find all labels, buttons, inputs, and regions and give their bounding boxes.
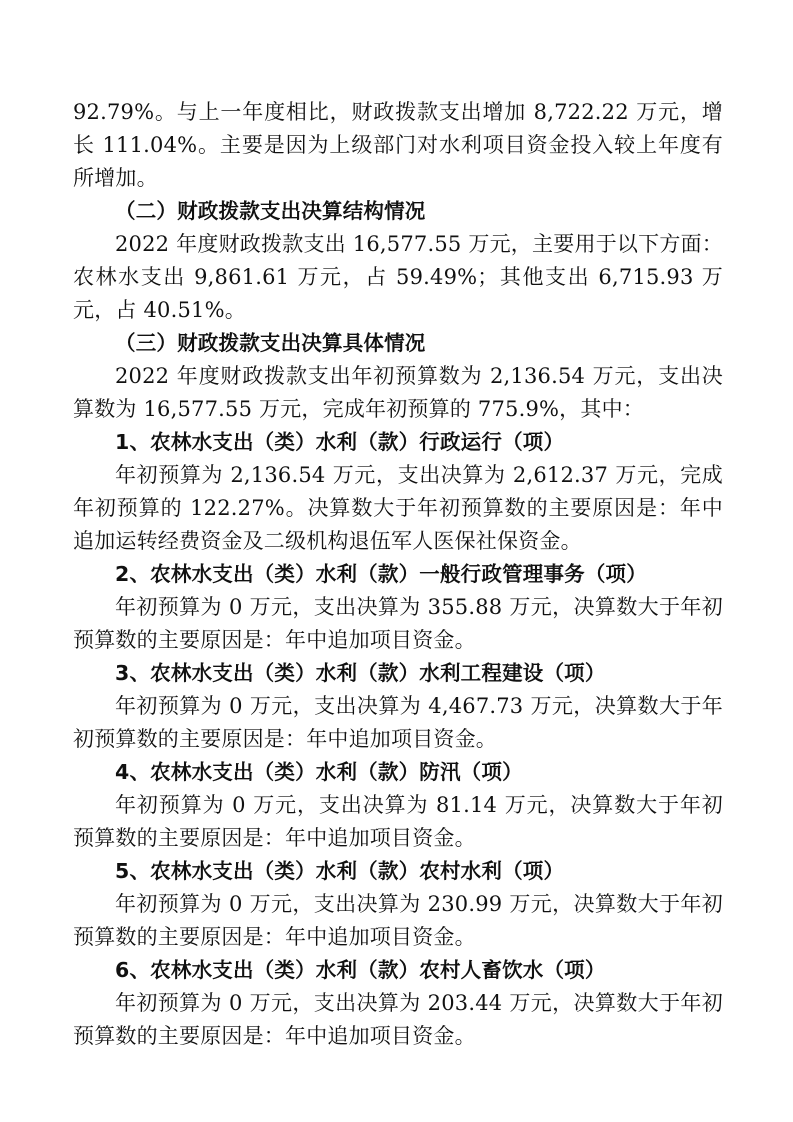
item-6-heading: 6、农林水支出（类）水利（款）农村人畜饮水（项）: [115, 958, 606, 982]
opening-paragraph: 92.79%。与上一年度相比，财政拨款支出增加 8,722.22 万元，增长 111.04%。主要是因为上级部门对水利项目资金投入较上年度有所增加。: [73, 100, 723, 190]
item-4-text: 年初预算为 0 万元，支出决算为 81.14 万元，决算数大于年初预算数的主要原因是：年中追加项目资金。: [73, 793, 723, 850]
item-2-text: 年初预算为 0 万元，支出决算为 355.88 万元，决算数大于年初预算数的主要原因是：年中追加项目资金。: [73, 595, 723, 652]
item-5-heading: 5、农林水支出（类）水利（款）农村水利（项）: [115, 859, 565, 883]
item-1-text: 年初预算为 2,136.54 万元，支出决算为 2,612.37 万元，完成年初预算的 122.27%。决算数大于年初预算数的主要原因是：年中追加运转经费资金及二级机构退伍军人医保社保资金。: [73, 463, 723, 553]
section-two-paragraph: 2022 年度财政拨款支出 16,577.55 万元，主要用于以下方面：农林水支出 9,861.61 万元，占 59.49%；其他支出 6,715.93 万元，占 40.51%。: [73, 232, 723, 322]
item-5-text: 年初预算为 0 万元，支出决算为 230.99 万元，决算数大于年初预算数的主要原因是：年中追加项目资金。: [73, 892, 723, 949]
item-3-heading: 3、农林水支出（类）水利（款）水利工程建设（项）: [115, 661, 606, 685]
section-two-heading: （二）财政拨款支出决算结构情况: [115, 199, 426, 223]
section-three-heading: （三）财政拨款支出决算具体情况: [115, 331, 426, 355]
section-three-paragraph: 2022 年度财政拨款支出年初预算数为 2,136.54 万元，支出决算数为 16,577.55 万元，完成年初预算的 775.9%，其中：: [73, 364, 723, 421]
document-body: [73, 96, 723, 1053]
item-2-heading: 2、农林水支出（类）水利（款）一般行政管理事务（项）: [115, 562, 647, 586]
item-3-text: 年初预算为 0 万元，支出决算为 4,467.73 万元，决算数大于年初预算数的主要原因是：年中追加项目资金。: [73, 694, 723, 751]
item-6-text: 年初预算为 0 万元，支出决算为 203.44 万元，决算数大于年初预算数的主要原因是：年中追加项目资金。: [73, 991, 723, 1048]
item-4-heading: 4、农林水支出（类）水利（款）防汛（项）: [115, 760, 523, 784]
item-1-heading: 1、农林水支出（类）水利（款）行政运行（项）: [115, 430, 565, 454]
